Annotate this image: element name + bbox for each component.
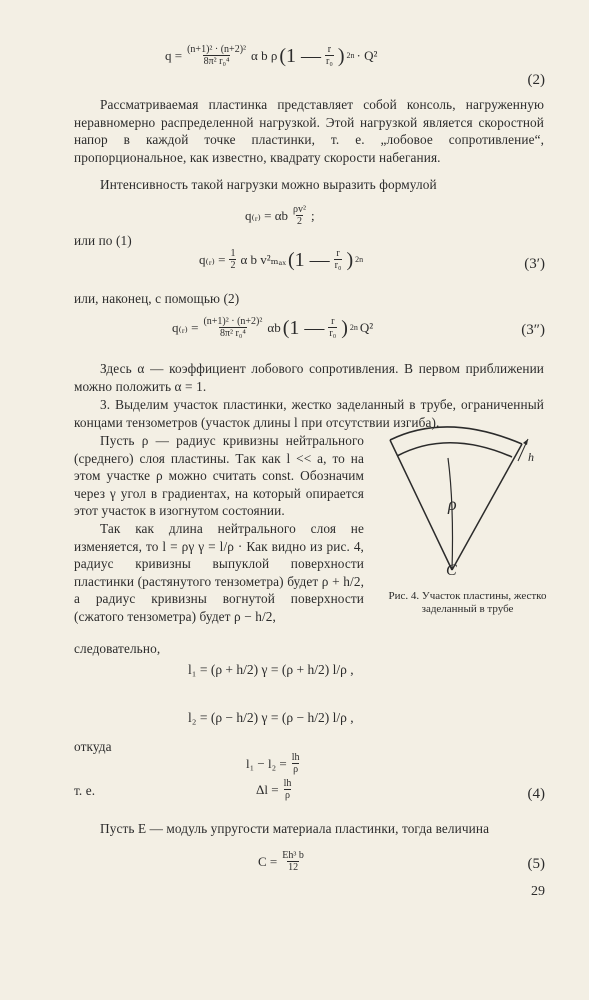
equation-2: [165, 44, 377, 67]
eq-paren-left: (1 —: [282, 316, 325, 339]
paragraph: т. е.: [74, 783, 96, 798]
eq-frac-den: 12: [288, 862, 299, 873]
eq-fraction: [291, 752, 301, 775]
eq-frac-num: Eh³ b: [282, 850, 304, 861]
eq-fraction-r: [325, 44, 334, 67]
eq-lhs: Δl =: [256, 781, 279, 797]
eq-frac-num: 1: [230, 248, 236, 259]
paragraph: Здесь α — коэффициент лобового сопротивления. В первом приближении можно положить α = 1.: [74, 361, 544, 394]
eq-frac-num: (n+1)² · (n+2)²: [187, 44, 247, 55]
equation-3-double-prime: [172, 316, 373, 339]
paragraph: Пусть E — модуль упругости материала пластинки, тогда величина: [100, 821, 490, 836]
eq-lhs: l₁ − l₂ =: [246, 755, 287, 771]
equation-3-prime: [199, 248, 363, 271]
eq-mid: α b v²ₘₐₓ: [240, 251, 286, 267]
paragraph: 3. Выделим участок пластинки, жестко заделанный в трубе, ограниченный концами тензометров (участок длины l при отсутствии изгиба).: [74, 397, 544, 430]
eq-power: 2n: [346, 51, 355, 60]
eq-fraction: [283, 778, 293, 801]
eq-fraction-r: [334, 248, 343, 271]
eq-frac-den: r₀: [334, 260, 342, 271]
paragraph: Так как длина нейтрального слоя не изменяется, то l = ργ γ = l/ρ · Как видно из рис. 4, радиус кривизны выпуклой поверхности пластинки (растянутого тензометра) будет ρ + h/2, а радиус кривизны вогнутой поверхности (сжатого тензометра) будет ρ − h/2,: [74, 521, 364, 624]
eq-tail: · Q²: [356, 47, 378, 63]
eq-fraction: [202, 316, 263, 339]
eq-fraction-r: [328, 316, 337, 339]
eq-paren-left: (1 —: [287, 248, 330, 271]
eq-lhs: q₍ᵣ₎ =: [172, 319, 199, 335]
paragraph: Пусть ρ — радиус кривизны нейтрального (среднего) слоя пластины. Так как l << a, то на этом участке ρ можно считать const. Обозначим через γ угол в градиентах, на который опирается этот участок в изогнутом состоянии.: [74, 433, 364, 519]
paragraph: или, наконец, с помощью (2): [74, 291, 240, 306]
eq-frac-den: 8π² r₀⁴: [219, 328, 246, 339]
eq-frac-den: r₀: [329, 328, 337, 339]
eq-mid: αb: [267, 319, 281, 335]
eq-fraction: [229, 248, 236, 271]
figure-caption: Рис. 4. Участок пластины, жестко заделанный в трубе: [388, 590, 547, 615]
equation-q: [245, 204, 315, 227]
eq-frac-den: 2: [297, 216, 303, 227]
paragraph: Интенсивность такой нагрузки можно выразить формулой: [100, 177, 437, 192]
equation-number: (2): [527, 72, 545, 88]
equation-4: [256, 778, 294, 801]
equation-l1: l₁ = (ρ + h/2) γ = (ρ + h/2) l/ρ ,: [188, 662, 354, 677]
equation-number: (4): [527, 786, 545, 802]
eq-paren-right: ): [341, 316, 348, 339]
eq-frac-num: lh: [283, 778, 292, 789]
figure-4: [382, 414, 552, 589]
equation-number: (3″): [521, 322, 545, 338]
eq-frac-num: (n+1)² · (n+2)²: [203, 316, 263, 327]
page-number: 29: [531, 884, 545, 899]
eq-paren-right: ): [337, 44, 345, 67]
equation-l2: l₂ = (ρ − h/2) γ = (ρ − h/2) l/ρ ,: [188, 710, 354, 725]
figure-label-c: C: [446, 562, 457, 579]
plate-section-diagram: [382, 414, 552, 584]
eq-fraction: [292, 204, 307, 227]
paragraph: Рассматриваемая пластинка представляет собой консоль, нагруженную неравномерно распределенной нагрузкой. Этой нагрузкой является скоростной напор в каждой точке пластинки, т. е. „лобовое сопротивление“, пропорциональное, как известно, квадрату скорости набегания.: [74, 97, 544, 165]
equation-diff: [246, 752, 302, 775]
eq-mid: α b ρ: [251, 47, 278, 63]
eq-lhs: C =: [258, 853, 278, 869]
equation-5: [258, 850, 307, 873]
equation-number: (3′): [524, 256, 545, 272]
eq-tail: Q²: [359, 319, 374, 335]
eq-paren-right: ): [346, 248, 354, 271]
eq-lhs: q₍ᵣ₎ = αb: [245, 207, 289, 223]
eq-power: 2n: [349, 323, 358, 332]
eq-frac-num: r: [331, 316, 335, 327]
eq-power: 2n: [355, 255, 364, 264]
eq-frac-den: 2: [230, 260, 236, 271]
eq-frac-den: ρ: [293, 764, 299, 775]
eq-frac-num: r: [327, 44, 332, 55]
paragraph: или по (1): [74, 233, 132, 248]
eq-lhs: q₍ᵣ₎ =: [199, 251, 226, 267]
eq-frac-num: r: [336, 248, 340, 259]
eq-frac-num: lh: [291, 752, 300, 763]
paragraph: откуда: [74, 739, 112, 754]
eq-paren-left: (1 —: [279, 44, 322, 67]
eq-fraction: [186, 44, 247, 67]
eq-fraction: [281, 850, 305, 873]
eq-lhs: q =: [165, 47, 183, 63]
eq-tail: ;: [311, 207, 315, 223]
paragraph: следовательно,: [74, 641, 161, 656]
eq-frac-den: ρ: [284, 790, 290, 801]
eq-frac-den: 8π² r₀⁴: [203, 56, 230, 67]
eq-frac-den: r₀: [326, 56, 333, 67]
figure-label-rho: ρ: [448, 494, 457, 514]
equation-number: (5): [527, 856, 545, 872]
figure-label-h: h: [528, 450, 534, 464]
eq-frac-num: ρv²: [293, 204, 307, 215]
